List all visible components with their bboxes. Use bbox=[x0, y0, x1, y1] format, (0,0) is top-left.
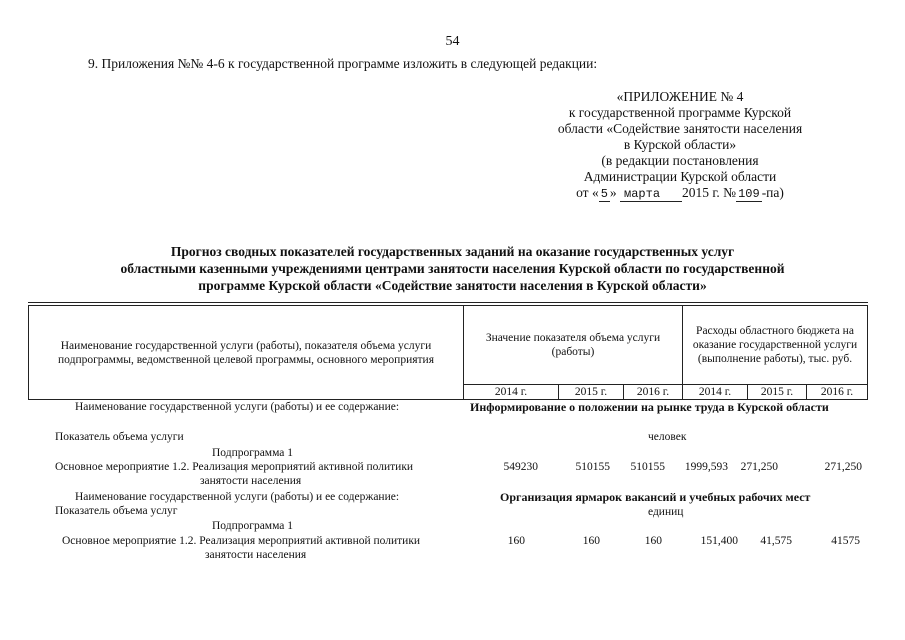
intro-paragraph: 9. Приложения №№ 4-6 к государственной программе изложить в следующей редакции: bbox=[88, 56, 598, 71]
value-cell: 160 bbox=[644, 535, 662, 547]
value-cell: 160 bbox=[582, 535, 600, 547]
date-mid: » bbox=[609, 185, 617, 200]
subprogram-label: Подпрограмма 1 bbox=[212, 447, 294, 459]
title-line: областными казенными учреждениями центрами занятости населения Курской области по государственной bbox=[120, 261, 785, 276]
unit-label: человек bbox=[648, 431, 687, 443]
appendix-line: «ПРИЛОЖЕНИЕ № 4 bbox=[616, 89, 744, 104]
value-cell: 549230 bbox=[503, 461, 538, 473]
date-suffix: -па) bbox=[761, 185, 784, 200]
doc-number: 109 bbox=[738, 187, 760, 201]
date-prefix: от « bbox=[576, 185, 599, 200]
year-header: 2015 г. bbox=[559, 385, 624, 400]
value-cell: 271,250 bbox=[740, 461, 778, 473]
indicator-label: Показатель объема услуг bbox=[55, 505, 178, 517]
service-label: Наименование государственной услуги (работы) и ее содержание: bbox=[75, 401, 400, 413]
year-header: 2015 г. bbox=[748, 385, 807, 400]
value-cell: 151,400 bbox=[700, 535, 738, 547]
value-cell: 510155 bbox=[630, 461, 665, 473]
page-number: 54 bbox=[445, 34, 460, 49]
year-header: 2016 г. bbox=[624, 385, 683, 400]
appendix-line: (в редакции постановления bbox=[601, 153, 759, 168]
title-line: Прогноз сводных показателей государственных заданий на оказание государственных услуг bbox=[170, 244, 735, 259]
measure-line: занятости населения bbox=[200, 475, 302, 487]
subprogram-label: Подпрограмма 1 bbox=[212, 520, 294, 532]
value-cell: 41575 bbox=[831, 535, 860, 547]
appendix-line: к государственной программе Курской bbox=[568, 105, 792, 120]
col-header-volume: Значение показателя объема услуги (работы) bbox=[464, 306, 683, 385]
appendix-date-line bbox=[520, 185, 840, 202]
value-cell: 1999,593 bbox=[684, 461, 728, 473]
value-cell: 41,575 bbox=[760, 535, 792, 547]
unit-label: единиц bbox=[648, 506, 684, 518]
measure-line: занятости населения bbox=[205, 549, 307, 561]
year-header: 2014 г. bbox=[683, 385, 748, 400]
document-title bbox=[40, 243, 865, 294]
appendix-line: в Курской области» bbox=[623, 137, 737, 152]
header-table bbox=[28, 305, 868, 400]
service-label: Наименование государственной услуги (работы) и ее содержание: bbox=[75, 491, 400, 503]
date-day: 5 bbox=[600, 187, 608, 201]
year-header: 2016 г. bbox=[807, 385, 868, 400]
service-name: Организация ярмарок вакансий и учебных рабочих мест bbox=[500, 490, 811, 504]
date-year: 2015 г. № bbox=[682, 185, 737, 200]
indicator-label: Показатель объема услуги bbox=[55, 431, 184, 443]
col-header-name: Наименование государственной услуги (работы), показателя объема услуги подпрограммы, ведомственной целевой программы, основного мероприятия bbox=[29, 306, 464, 400]
title-line: программе Курской области «Содействие занятости населения в Курской области» bbox=[198, 278, 707, 293]
table-top-rule bbox=[28, 302, 868, 303]
value-cell: 510155 bbox=[575, 461, 610, 473]
col-header-expenses: Расходы областного бюджета на оказание государственной услуги (выполнение работы), тыс. руб. bbox=[683, 306, 868, 385]
appendix-header bbox=[520, 89, 840, 202]
year-header: 2014 г. bbox=[464, 385, 559, 400]
value-cell: 271,250 bbox=[824, 461, 862, 473]
date-month: марта bbox=[620, 187, 682, 202]
measure-line: Основное мероприятие 1.2. Реализация мероприятий активной политики bbox=[62, 535, 421, 547]
appendix-line: области «Содействие занятости населения bbox=[557, 121, 803, 136]
service-name: Информирование о положении на рынке труда в Курской области bbox=[470, 400, 829, 414]
value-cell: 160 bbox=[507, 535, 525, 547]
measure-line: Основное мероприятие 1.2. Реализация мероприятий активной политики bbox=[55, 461, 414, 473]
appendix-line: Администрации Курской области bbox=[583, 169, 777, 184]
